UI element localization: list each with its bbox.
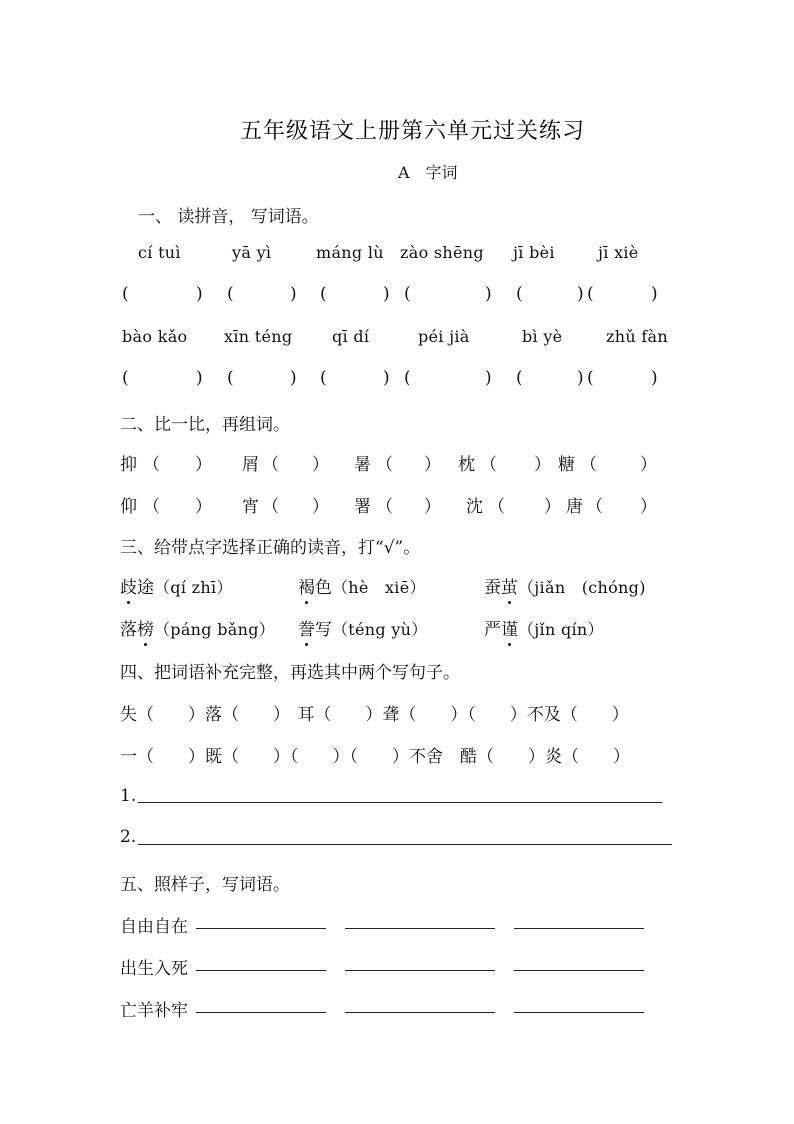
pinyin-options: （jiǎn (chóng) — [518, 578, 646, 597]
word-option — [298, 615, 428, 640]
paren-close: ) — [577, 368, 584, 388]
paren-open: ( — [404, 368, 411, 388]
paren-close: ) — [383, 284, 390, 304]
sentence-line-1[interactable] — [138, 802, 662, 803]
compare-char: 抑 — [120, 455, 137, 475]
sentence-number-2: 2. — [120, 827, 137, 847]
answer-line[interactable] — [514, 928, 644, 929]
section-4-heading: 四、把词语补充完整，再选其中两个写句子。 — [120, 663, 460, 683]
paren-close: ） — [640, 455, 657, 475]
pinyin-options: （qí zhī） — [154, 578, 233, 597]
paren-open: （ — [143, 497, 160, 517]
pinyin-item: jī bèi — [513, 243, 555, 262]
pinyin-item: zào shēng — [400, 243, 484, 262]
pinyin-item: qī dí — [332, 327, 370, 346]
sentence-number-1: 1. — [120, 786, 137, 806]
answer-line[interactable] — [514, 1012, 644, 1013]
paren-close: ） — [195, 455, 212, 475]
pinyin-options: （páng bǎng） — [154, 620, 276, 639]
paren-close: ) — [290, 368, 297, 388]
example-word: 出生入死 — [120, 959, 188, 979]
compare-char: 糖 — [558, 455, 575, 475]
paren-open: （ — [480, 455, 497, 475]
answer-line[interactable] — [514, 970, 644, 971]
example-word: 亡羊补牢 — [120, 1001, 188, 1021]
compare-char: 沈 — [466, 497, 483, 517]
section-2-heading: 二、比一比，再组词。 — [120, 415, 290, 435]
word-char: 蚕 — [484, 578, 501, 598]
paren-open: ( — [587, 368, 594, 388]
word-option — [484, 573, 646, 598]
word-char: 落 — [120, 620, 137, 640]
paren-close: ) — [651, 368, 658, 388]
pinyin-options: （jǐn qín） — [518, 620, 604, 639]
dotted-char: 誊 — [298, 620, 315, 640]
word-option — [120, 615, 275, 640]
answer-line[interactable] — [345, 970, 495, 971]
example-word: 自由自在 — [120, 917, 188, 937]
paren-open: ( — [122, 368, 129, 388]
paren-open: ( — [320, 368, 327, 388]
section-1-heading: 一、 读拼音， 写词语。 — [138, 207, 319, 227]
paren-open: （ — [262, 455, 279, 475]
paren-close: ) — [485, 368, 492, 388]
answer-line[interactable] — [196, 970, 326, 971]
paren-open: （ — [586, 497, 603, 517]
word-option — [484, 615, 604, 640]
paren-open: （ — [376, 497, 393, 517]
paren-close: ） — [195, 497, 212, 517]
section-5-heading: 五、照样子，写词语。 — [120, 875, 290, 895]
word-char: 严 — [484, 620, 501, 640]
paren-open: ( — [320, 284, 327, 304]
paren-open: ( — [404, 284, 411, 304]
paren-close: ) — [196, 368, 203, 388]
pinyin-item: péi jià — [418, 327, 470, 346]
paren-close: ） — [424, 497, 441, 517]
word-char: 写 — [315, 620, 332, 640]
paren-close: ） — [640, 497, 657, 517]
dotted-char: 褐 — [298, 578, 315, 598]
word-char: 途 — [137, 578, 154, 598]
paren-close: ） — [312, 455, 329, 475]
compare-char: 署 — [354, 497, 371, 517]
compare-char: 暑 — [354, 455, 371, 475]
paren-close: ） — [534, 455, 551, 475]
paren-close: ） — [424, 455, 441, 475]
dotted-char: 歧 — [120, 578, 137, 598]
paren-close: ) — [577, 284, 584, 304]
section-subtitle: A 字词 — [398, 163, 458, 182]
word-option — [298, 573, 426, 598]
pinyin-item: bào kǎo — [122, 327, 188, 346]
pinyin-options: （hè xiē） — [332, 578, 426, 597]
pinyin-item: xīn téng — [224, 327, 293, 346]
paren-open: （ — [143, 455, 160, 475]
pinyin-item: jī xiè — [598, 243, 639, 262]
paren-close: ) — [196, 284, 203, 304]
compare-char: 宵 — [242, 497, 259, 517]
paren-close: ) — [651, 284, 658, 304]
pinyin-options: （téng yù） — [332, 620, 428, 639]
paren-close: ） — [312, 497, 329, 517]
idiom-fill-line-2: 一（ ）既（ ）（ ）（ ）不舍 酷（ ）炎（ ） — [120, 747, 630, 767]
paren-open: （ — [262, 497, 279, 517]
paren-open: （ — [580, 455, 597, 475]
pinyin-item: cí tuì — [138, 243, 181, 262]
word-char: 色 — [315, 578, 332, 598]
paren-open: ( — [122, 284, 129, 304]
answer-line[interactable] — [345, 928, 495, 929]
section-3-heading: 三、给带点字选择正确的读音，打“√”。 — [120, 538, 421, 558]
page-title: 五年级语文上册第六单元过关练习 — [240, 119, 586, 144]
idiom-fill-line-1: 失（ ）落（ ） 耳（ ）聋（ ）（ ）不及（ ） — [120, 705, 629, 725]
pinyin-item: máng lù — [316, 243, 384, 262]
pinyin-item: bì yè — [522, 327, 563, 346]
paren-close: ) — [290, 284, 297, 304]
dotted-char: 榜 — [137, 620, 154, 640]
dotted-char: 谨 — [501, 620, 518, 640]
paren-open: ( — [516, 368, 523, 388]
paren-open: （ — [376, 455, 393, 475]
paren-close: ) — [485, 284, 492, 304]
compare-char: 枕 — [458, 455, 475, 475]
compare-char: 屑 — [242, 455, 259, 475]
compare-char: 仰 — [120, 497, 137, 517]
paren-open: ( — [227, 368, 234, 388]
answer-line[interactable] — [196, 928, 326, 929]
answer-line[interactable] — [345, 1012, 495, 1013]
sentence-line-2[interactable] — [138, 844, 672, 845]
paren-open: ( — [587, 284, 594, 304]
paren-open: ( — [516, 284, 523, 304]
pinyin-item: yā yì — [232, 243, 272, 262]
paren-close: ) — [383, 368, 390, 388]
paren-close: ） — [544, 497, 561, 517]
paren-open: （ — [488, 497, 505, 517]
word-option — [120, 573, 233, 598]
compare-char: 唐 — [566, 497, 583, 517]
answer-line[interactable] — [196, 1012, 326, 1013]
dotted-char: 茧 — [501, 578, 518, 598]
paren-open: ( — [227, 284, 234, 304]
pinyin-item: zhǔ fàn — [606, 327, 668, 346]
